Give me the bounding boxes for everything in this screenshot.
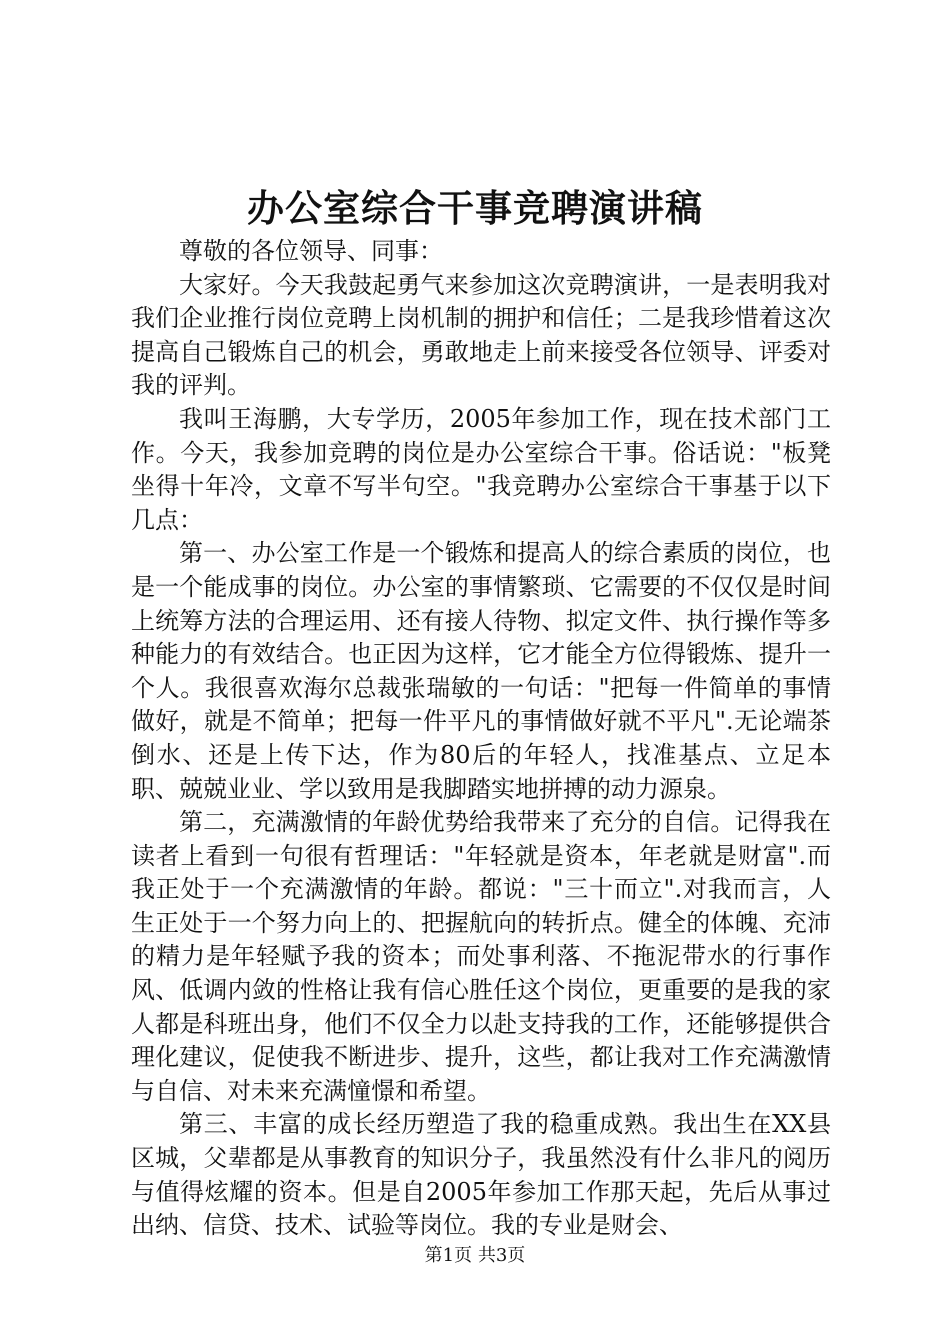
introduction-paragraph: 我叫王海鹏，大专学历，2005年参加工作，现在技术部门工作。今天，我参加竞聘的岗位是办公室综合干事。俗话说："板凳坐得十年冷，文章不写半句空。"我竞聘办公室综合干事基于以下几点： — [131, 404, 831, 534]
salutation-paragraph: 尊敬的各位领导、同事： — [179, 237, 443, 265]
greeting-paragraph: 大家好。今天我鼓起勇气来参加这次竞聘演讲，一是表明我对我们企业推行岗位竞聘上岗机制的拥护和信任；二是我珍惜着这次提高自己锻炼自己的机会，勇敢地走上前来接受各位领导、评委对我的评判。 — [131, 270, 831, 400]
document-body — [131, 235, 831, 1243]
point-three-paragraph: 第三、丰富的成长经历塑造了我的稳重成熟。我出生在XX县区城，父辈都是从事教育的知识分子，我虽然没有什么非凡的阅历与值得炫耀的资本。但是自2005年参加工作那天起，先后从事过出纳、信贷、技术、试验等岗位。我的专业是财会、 — [131, 1110, 831, 1240]
point-two-paragraph: 第二，充满激情的年龄优势给我带来了充分的自信。记得我在读者上看到一句很有哲理话："年轻就是资本，年老就是财富".而我正处于一个充满激情的年龄。都说："三十而立".对我而言，人生正处于一个努力向上的、把握航向的转折点。健全的体魄、充沛的精力是年轻赋予我的资本；而处事利落、不拖泥带水的行事作风、低调内敛的性格让我有信心胜任这个岗位，更重要的是我的家人都是科班出身，他们不仅全力以赴支持我的工作，还能够提供合理化建议，促使我不断进步、提升，这些，都让我对工作充满激情与自信、对未来充满憧憬和希望。 — [131, 808, 831, 1105]
page-number-footer: 第1页 共3页 — [424, 1245, 526, 1266]
point-one-paragraph: 第一、办公室工作是一个锻炼和提高人的综合素质的岗位，也是一个能成事的岗位。办公室的事情繁琐、它需要的不仅仅是时间上统筹方法的合理运用、还有接人待物、拟定文件、执行操作等多种能力的有效结合。也正因为这样，它才能全方位得锻炼、提升一个人。我很喜欢海尔总裁张瑞敏的一句话："把每一件简单的事情做好，就是不简单；把每一件平凡的事情做好就不平凡".无论端茶倒水、还是上传下达，作为80后的年轻人，找准基点、立足本职、兢兢业业、学以致用是我脚踏实地拼搏的动力源泉。 — [131, 539, 831, 803]
document-title: 办公室综合干事竞聘演讲稿 — [247, 186, 703, 230]
